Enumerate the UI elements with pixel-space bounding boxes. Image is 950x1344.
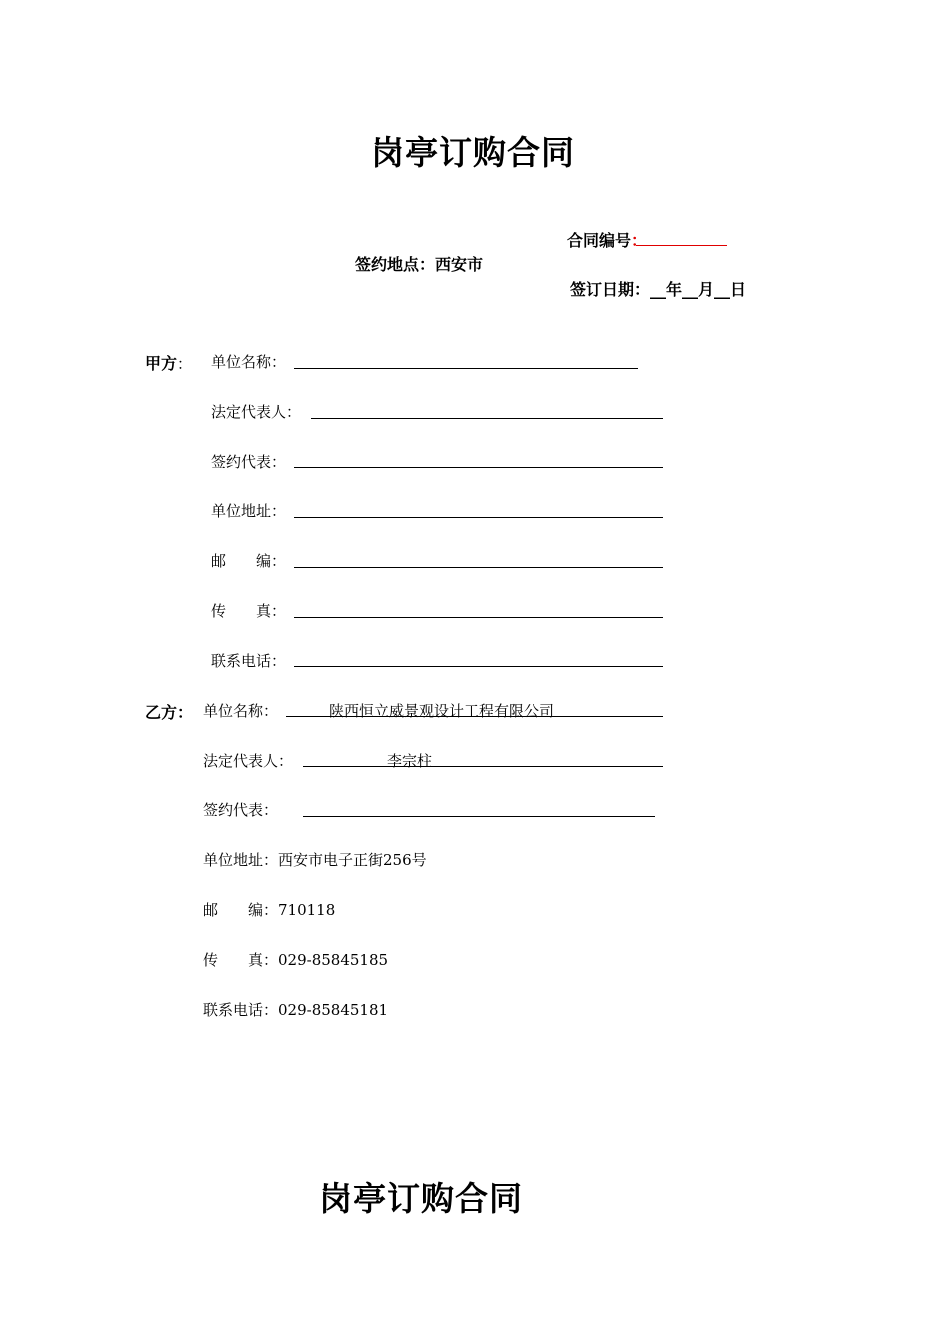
party-b-legal-rep-value: 李宗柱 xyxy=(387,752,433,770)
party-a-company-name-field[interactable] xyxy=(294,368,638,369)
contract-number-blank[interactable] xyxy=(636,245,727,246)
party-b-company-name-value: 陕西恒立威景观设计工程有限公司 xyxy=(329,702,555,720)
party-b-signing-rep-field[interactable] xyxy=(303,816,655,817)
party-a-company-name-label: 单位名称： xyxy=(211,353,287,371)
contract-number-label xyxy=(567,228,647,251)
second-page-title: 岗亭订购合同 xyxy=(319,1179,523,1218)
contract-number-text: 合同编号 xyxy=(567,231,632,250)
party-a-legal-rep-field[interactable] xyxy=(311,418,663,419)
party-b-heading: 乙方： xyxy=(145,703,194,722)
signing-date: 签订日期：__年__月__日 xyxy=(570,280,747,299)
contract-number-colon: ： xyxy=(631,231,648,250)
party-a-phone-field[interactable] xyxy=(294,666,663,667)
party-b-signing-rep-label: 签约代表： xyxy=(203,801,279,819)
party-b-company-name-label: 单位名称： xyxy=(203,702,279,720)
party-b-fax: 传 真：029-85845185 xyxy=(203,951,389,969)
party-a-phone-label: 联系电话： xyxy=(211,652,287,670)
party-a-heading xyxy=(145,351,192,374)
party-a-address-field[interactable] xyxy=(294,517,663,518)
party-b-legal-rep-field[interactable] xyxy=(303,766,663,767)
party-a-fax-field[interactable] xyxy=(294,617,663,618)
party-a-postcode-field[interactable] xyxy=(294,567,663,568)
party-a-heading-colon: ： xyxy=(177,355,193,373)
party-b-legal-rep-label: 法定代表人： xyxy=(203,752,294,770)
party-a-postcode-label: 邮 编： xyxy=(211,552,287,570)
page-title: 岗亭订购合同 xyxy=(371,133,575,172)
party-a-address-label: 单位地址： xyxy=(211,502,287,520)
party-b-postcode: 邮 编：710118 xyxy=(203,901,336,919)
party-a-signing-rep-label: 签约代表： xyxy=(211,453,287,471)
party-b-company-name-field[interactable] xyxy=(286,716,663,717)
party-a-fax-label: 传 真： xyxy=(211,602,287,620)
party-a-heading-text: 甲方 xyxy=(145,354,178,373)
party-b-address: 单位地址：西安市电子正街256号 xyxy=(203,851,427,869)
party-a-legal-rep-label: 法定代表人： xyxy=(211,403,302,421)
party-a-signing-rep-field[interactable] xyxy=(294,467,663,468)
signing-place: 签约地点：西安市 xyxy=(355,255,484,274)
party-b-phone: 联系电话：029-85845181 xyxy=(203,1001,389,1019)
